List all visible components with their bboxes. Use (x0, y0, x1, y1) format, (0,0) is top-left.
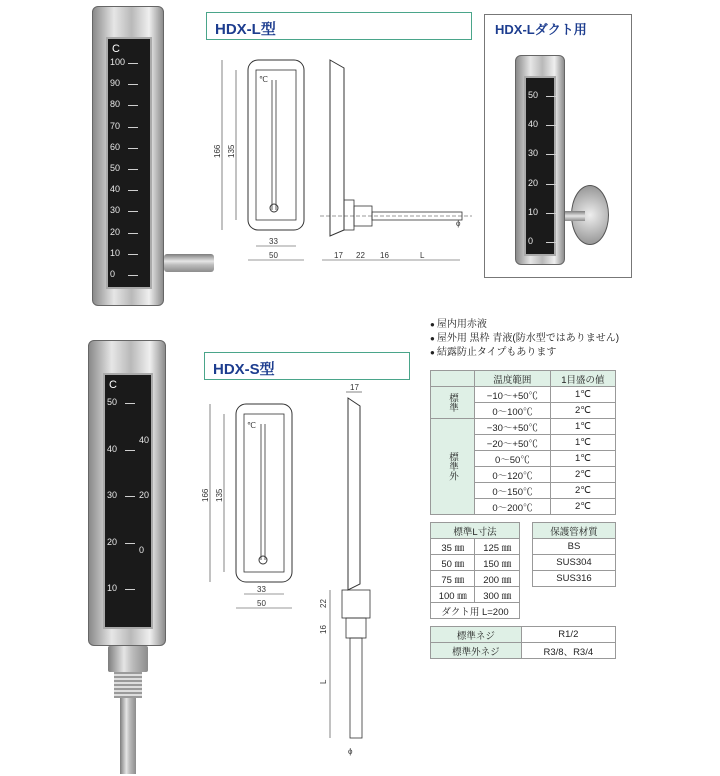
table-row: 100 ㎜ 300 ㎜ (431, 587, 520, 603)
hdx-l-dim-50: 50 (269, 251, 278, 260)
hdx-s-title-text: HDX-S型 (213, 361, 275, 378)
hdx-l-duct-thermo (515, 55, 565, 265)
hdx-s-dim-16: 16 (319, 625, 328, 634)
table-row: 0〜150℃ 2℃ (431, 483, 616, 499)
hdx-l-stem (164, 254, 214, 272)
range-header-range: 温度範囲 (475, 371, 551, 387)
scale-tick (128, 275, 138, 276)
range-group-nonstandard: 標準外 (431, 419, 475, 515)
hdx-s-photo (88, 340, 166, 646)
scale-label: 20 (139, 490, 150, 500)
scale-tick (125, 450, 135, 451)
scale-tick (546, 154, 556, 155)
scale-label: 0 (528, 236, 534, 246)
hdx-s-stem (120, 698, 136, 774)
table-row: ダクト用 L=200 (431, 603, 520, 619)
hdx-s-scale-face (103, 373, 153, 629)
table-row: 35 ㎜ 125 ㎜ (431, 539, 520, 555)
scale-tick (128, 127, 138, 128)
note-item: ● 結露防止タイプもあります (430, 346, 710, 360)
table-row: 標準 −10〜+50℃ 1℃ (431, 387, 616, 403)
notes-list (430, 318, 710, 360)
hdx-l-title (206, 12, 472, 40)
scale-label: 40 (107, 443, 118, 454)
scale-tick (128, 63, 138, 64)
note-item: ● 屋外用 黒枠 青液(防水型ではありません) (430, 332, 710, 346)
hdx-s-dim-135: 135 (215, 488, 224, 502)
scale-tick (125, 543, 135, 544)
scale-tick (128, 211, 138, 212)
scale-label: 20 (107, 536, 118, 547)
table-row: 50 ㎜ 150 ㎜ (431, 555, 520, 571)
scale-label: 40 (110, 184, 121, 195)
hdx-l-dim-22: 22 (356, 251, 365, 260)
scale-label: 30 (528, 148, 539, 159)
length-header: 標準L寸法 (431, 523, 520, 539)
note-item: ● 屋内用赤液 (430, 318, 710, 332)
hdx-l-dim-33: 33 (269, 237, 278, 246)
scale-label: 10 (107, 583, 118, 593)
scale-label: 20 (110, 226, 121, 237)
hdx-l-dim-135: 135 (227, 144, 236, 158)
hdx-l-dim-17: 17 (334, 251, 343, 260)
scale-label: 0 (110, 269, 116, 279)
hdx-l-dim-166: 166 (213, 144, 222, 158)
scale-tick (546, 242, 556, 243)
scale-tick (546, 125, 556, 126)
scale-label: 10 (110, 247, 121, 258)
hdx-l-duct-scale-face (524, 76, 556, 256)
hdx-l-dim-phi: ϕ (456, 219, 461, 228)
material-table (532, 522, 616, 587)
hdx-l-photo (92, 6, 164, 306)
scale-label: 40 (139, 435, 150, 445)
hdx-s-thread (114, 672, 142, 698)
scale-label: 50 (528, 90, 539, 100)
scale-label: 80 (110, 99, 121, 110)
scale-tick (125, 589, 135, 590)
table-row: BS (533, 539, 616, 555)
scale-label: 20 (528, 177, 539, 188)
table-row: 0〜200℃ 2℃ (431, 499, 616, 515)
scale-label: 10 (528, 206, 539, 217)
hdx-l-dim-L: L (420, 251, 425, 260)
table-row: −20〜+50℃ 1℃ (431, 435, 616, 451)
range-group-standard: 標準 (431, 387, 475, 419)
hdx-s-dim-L: L (319, 679, 328, 684)
scale-tick (546, 96, 556, 97)
hdx-s-unit-label: C (109, 379, 117, 391)
hdx-s-nut (108, 646, 148, 672)
hdx-s-dim-166: 166 (201, 488, 210, 502)
scale-label: 0 (139, 545, 145, 555)
scale-tick (128, 190, 138, 191)
hdx-s-drawing-unit: ℃ (247, 421, 256, 430)
table-row: 標準外ネジ R3/8、R3/4 (431, 643, 616, 659)
hdx-l-drawing (210, 50, 480, 270)
hdx-s-dim-33: 33 (257, 585, 266, 594)
hdx-l-drawing-unit: ℃ (259, 75, 268, 84)
hdx-s-dim-50: 50 (257, 599, 266, 608)
scale-label: 60 (110, 141, 121, 152)
table-row: SUS304 (533, 555, 616, 571)
hdx-l-unit-label: C (112, 43, 120, 55)
scale-tick (125, 496, 135, 497)
hdx-l-duct-title: HDX-Lダクト用 (495, 22, 587, 37)
hdx-l-title-text: HDX-L型 (215, 21, 276, 38)
scale-tick (125, 403, 135, 404)
range-table (430, 370, 616, 515)
material-header: 保護管材質 (533, 523, 616, 539)
scale-label: 70 (110, 120, 121, 131)
scale-tick (128, 105, 138, 106)
table-row: 75 ㎜ 200 ㎜ (431, 571, 520, 587)
range-header-step: 1目盛の値 (550, 371, 615, 387)
scale-label: 30 (110, 205, 121, 216)
hdx-s-title (204, 352, 410, 380)
table-row: SUS316 (533, 571, 616, 587)
hdx-l-scale-face (106, 37, 152, 289)
table-row: 0〜120℃ 2℃ (431, 467, 616, 483)
scale-tick (546, 213, 556, 214)
thread-table (430, 626, 616, 659)
scale-tick (128, 254, 138, 255)
hdx-l-duct-photo-box (484, 14, 632, 278)
hdx-s-dim-phi: ϕ (348, 747, 353, 756)
hdx-l-dim-16: 16 (380, 251, 389, 260)
scale-tick (128, 84, 138, 85)
hdx-s-dim-17: 17 (350, 384, 359, 392)
table-row: 標準ネジ R1/2 (431, 627, 616, 643)
hdx-s-dim-22: 22 (319, 599, 328, 608)
scale-label: 50 (107, 397, 118, 407)
scale-tick (546, 184, 556, 185)
table-row: 0〜100℃ 2℃ (431, 403, 616, 419)
scale-label: 90 (110, 78, 121, 89)
hdx-s-drawing (200, 384, 400, 770)
hdx-l-duct-stem (565, 211, 585, 221)
scale-label: 30 (107, 490, 118, 500)
scale-tick (128, 148, 138, 149)
table-row: 標準外 −30〜+50℃ 1℃ (431, 419, 616, 435)
table-row: 0〜50℃ 1℃ (431, 451, 616, 467)
scale-label: 40 (528, 119, 539, 130)
length-table (430, 522, 520, 619)
scale-label: 50 (110, 163, 121, 173)
scale-tick (128, 233, 138, 234)
scale-label: 100 (110, 57, 126, 67)
scale-tick (128, 169, 138, 170)
